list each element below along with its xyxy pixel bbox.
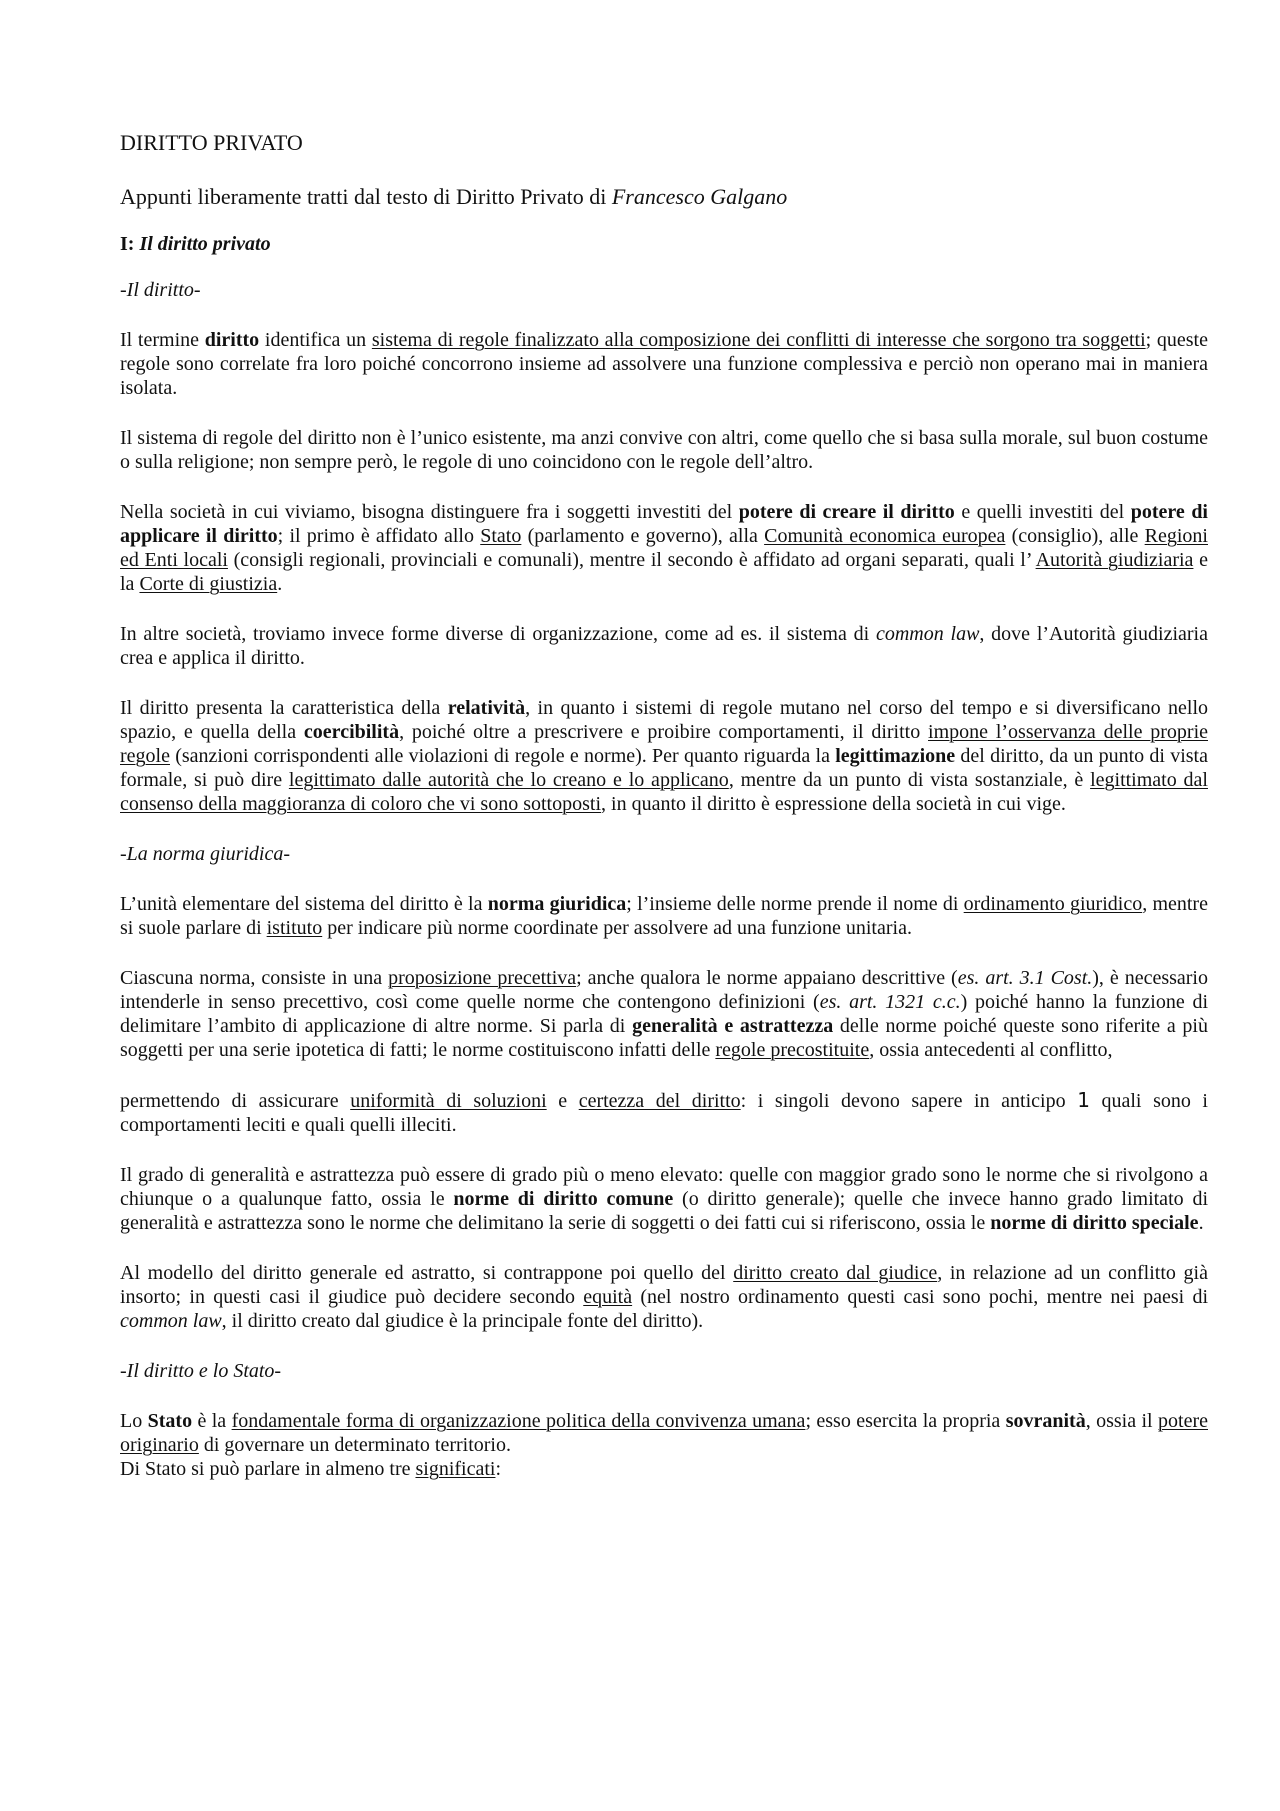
text-run: relatività (447, 697, 526, 719)
text-run: certezza del diritto (578, 1090, 741, 1112)
paragraph-8 (120, 1088, 1208, 1137)
text-run: Al modello del diritto generale ed astratto, si contrappone poi quello del (120, 1262, 734, 1284)
text-run: diritto (204, 329, 260, 351)
text-run: fondamentale forma di organizzazione politica della convivenza umana (231, 1410, 806, 1432)
text-run: Stato (147, 1410, 193, 1432)
text-run: Il termine (120, 329, 205, 351)
chapter-heading (120, 232, 1208, 256)
text-run: sistema di regole finalizzato alla composizione dei conflitti di interesse che sorgono tra soggetti (371, 329, 1146, 351)
text-run: (sanzioni corrispondenti alle violazioni di regole e norme). Per quanto riguarda la (169, 745, 836, 767)
text-run: norme di diritto speciale (990, 1212, 1199, 1234)
text-run: norme di diritto comune (453, 1188, 674, 1210)
paragraph-7 (120, 966, 1208, 1062)
text-run: , il diritto creato dal giudice è la principale fonte del diritto). (221, 1310, 704, 1332)
text-run: e (546, 1090, 579, 1112)
footnote-marker: 1 (1077, 1088, 1090, 1112)
text-run: regole precostituite (715, 1039, 870, 1061)
text-run: Corte di giustizia (139, 573, 278, 595)
text-run: Regioni ed Enti locali (120, 525, 1208, 571)
text-run: per indicare più norme coordinate per assolvere ad una funzione unitaria. (322, 917, 912, 939)
text-run: Lo (120, 1410, 148, 1432)
text-run: diritto creato dal giudice (733, 1262, 938, 1284)
paragraph-2: Il sistema di regole del diritto non è l’unico esistente, ma anzi convive con altri, come quello che si basa sulla morale, sul buon costume o sulla religione; non sempre però, le regole di uno coincidono con le regole dell’altro. (120, 427, 1208, 473)
text-run: Ciascuna norma, consiste in una (120, 967, 389, 989)
document-page (120, 130, 1208, 1507)
text-run: . (277, 573, 283, 595)
text-run: istituto (266, 917, 323, 939)
text-run: es. art. 3.1 Cost. (957, 967, 1093, 989)
text-run: Di Stato si può parlare in almeno tre (120, 1458, 416, 1480)
text-run: , in relazione ad un conflitto già insorto; in questi casi il giudice può decidere secondo (120, 1262, 1208, 1308)
text-run: legittimazione (835, 745, 956, 767)
text-run: uniformità di soluzioni (350, 1090, 547, 1112)
text-run: e la (120, 549, 1208, 595)
text-run: ) poiché hanno la funzione di delimitare l’ambito di applicazione di altre norme. Si parla di (120, 991, 1209, 1037)
text-run: common law (120, 1310, 222, 1332)
text-run: . (1198, 1212, 1204, 1234)
text-run: Stato (480, 525, 522, 547)
paragraph-9 (120, 1163, 1208, 1235)
text-run: legittimato dal consenso della maggioranza di coloro che vi sono sottoposti (120, 769, 1208, 815)
paragraph-1 (120, 328, 1208, 400)
document-title: DIRITTO PRIVATO (120, 130, 303, 155)
text-run: In altre società, troviamo invece forme diverse di organizzazione, come ad es. il sistema di (120, 623, 876, 645)
text-run: potere di creare il diritto (738, 501, 955, 523)
text-run: , mentre si suole parlare di (120, 893, 1208, 939)
chapter-title: Il diritto privato (139, 233, 271, 255)
text-run: , ossia antecedenti al conflitto, (869, 1039, 1113, 1061)
text-run: , mentre da un punto di vista sostanziale, è (728, 769, 1091, 791)
text-run: Comunità economica europea (764, 525, 1006, 547)
text-run: di governare un determinato territorio. (198, 1434, 511, 1456)
text-run: (consiglio), alle (1005, 525, 1145, 547)
paragraph-5 (120, 696, 1208, 816)
text-run: generalità e astrattezza (632, 1015, 834, 1037)
text-run: Autorità giudiziaria (1035, 549, 1194, 571)
text-run: significati (415, 1458, 496, 1480)
text-run: ; queste regole sono correlate fra loro poiché concorrono insieme ad assolvere una funzione complessiva e perciò non operano mai in maniera isolata. (120, 329, 1208, 399)
text-run: (o diritto generale); quelle che invece hanno grado limitato di generalità e astrattezza sono le norme che delimitano la serie di soggetti o dei fatti cui si riferiscono, ossia le (120, 1188, 1209, 1234)
text-run: Nella società in cui viviamo, bisogna distinguere fra i soggetti investiti del (120, 501, 739, 523)
text-run: delle norme poiché queste sono riferite a più soggetti per una serie ipotetica di fatti; le norme costituiscono infatti delle (120, 1015, 1208, 1061)
text-run: (nel nostro ordinamento questi casi sono pochi, mentre nei paesi di (632, 1286, 1209, 1308)
text-run: del diritto, da un punto di vista formale, si può dire (120, 745, 1208, 791)
text-run: Il grado di generalità e astrattezza può essere di grado più o meno elevato: quelle con maggior grado sono le norme che si rivolgono a chiunque o a qualunque fatto, ossia le (120, 1164, 1208, 1210)
text-run: è la (192, 1410, 232, 1432)
text-run: e quelli investiti del (954, 501, 1131, 523)
text-run: (parlamento e governo), alla (521, 525, 765, 547)
text-run: identifica un (259, 329, 372, 351)
text-run: (consigli regionali, provinciali e comunali), mentre il secondo è affidato ad organi separati, quali l’ (227, 549, 1036, 571)
text-run: ; l’insieme delle norme prende il nome di (626, 893, 964, 915)
text-run: ; esso esercita la propria (805, 1410, 1006, 1432)
text-run: legittimato dalle autorità che lo creano e lo applicano (288, 769, 729, 791)
text-run: , dove l’Autorità giudiziaria crea e applica il diritto. (120, 623, 1208, 669)
chapter-number: I: (120, 233, 135, 255)
text-run: proposizione precettiva (388, 967, 577, 989)
text-run: quali sono i comportamenti leciti e quali quelli illeciti. (120, 1090, 1208, 1136)
text-run: ordinamento giuridico (963, 893, 1143, 915)
subtitle-author: Francesco Galgano (611, 184, 788, 209)
text-run: equità (583, 1286, 633, 1308)
text-run: ; anche qualora le norme appaiano descrittive ( (576, 967, 958, 989)
subtitle-text: Appunti liberamente tratti dal testo di Diritto Privato di (120, 184, 612, 209)
text-run: Il diritto presenta la caratteristica della (120, 697, 448, 719)
paragraph-10 (120, 1261, 1208, 1333)
text-run: , ossia il (1085, 1410, 1159, 1432)
text-run: : i singoli devono sapere in anticipo (740, 1090, 1078, 1112)
text-run: sovranità (1005, 1410, 1086, 1432)
text-run: , poiché oltre a prescrivere e proibire comportamenti, il diritto (399, 721, 929, 743)
paragraph-11 (120, 1409, 1208, 1457)
document-subtitle (120, 184, 1208, 210)
text-run: : (495, 1458, 502, 1480)
text-run: permettendo di assicurare (120, 1090, 351, 1112)
text-run: L’unità elementare del sistema del diritto è la (120, 893, 488, 915)
text-run: norma giuridica (487, 893, 627, 915)
paragraph-3 (120, 500, 1208, 596)
text-run: es. art. 1321 c.c. (819, 991, 961, 1013)
text-run: , in quanto il diritto è espressione della società in cui vige. (601, 793, 1066, 815)
paragraph-4 (120, 622, 1208, 670)
text-run: potere di applicare il diritto (120, 501, 1208, 547)
text-run: potere originario (120, 1410, 1208, 1456)
section-heading-diritto: -Il diritto- (120, 279, 201, 301)
section-heading-norma: -La norma giuridica- (120, 843, 290, 865)
paragraph-12 (120, 1457, 1208, 1481)
text-run: ), è necessario intenderle in senso precettivo, così come quelle norme che contengono definizioni ( (120, 967, 1208, 1013)
text-run: impone l’osservanza delle proprie regole (120, 721, 1208, 767)
section-heading-stato: -Il diritto e lo Stato- (120, 1360, 282, 1382)
text-run: coercibilità (303, 721, 400, 743)
text-run: common law (875, 623, 980, 645)
text-run: , in quanto i sistemi di regole mutano nel corso del tempo e si diversificano nello spazio, e quella della (120, 697, 1208, 743)
text-run: ; il primo è affidato allo (277, 525, 481, 547)
paragraph-6 (120, 892, 1208, 940)
